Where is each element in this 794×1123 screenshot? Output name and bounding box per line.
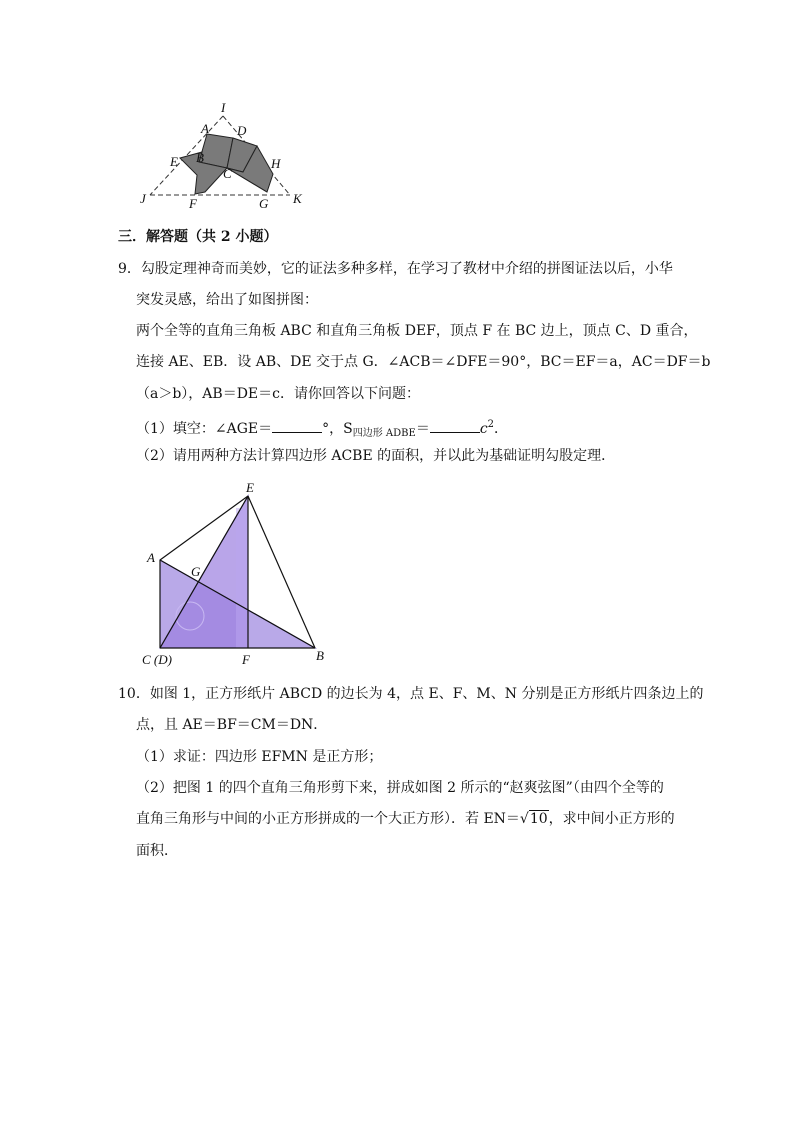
q10-line3: 直角三角形与中间的小正方形拼成的一个大正方形）．若 EN＝√10，求中间小正方形的	[136, 811, 675, 827]
figure-2	[140, 478, 340, 673]
fig1-label-i: I	[221, 100, 226, 115]
fig1-label-j: J	[140, 191, 146, 206]
fig1-label-b: B	[196, 150, 204, 165]
q10-part2: （2）把图 1 的四个直角三角形剪下来，拼成如图 2 所示的“赵爽弦图”（由四个全等的	[136, 780, 664, 796]
fig1-label-a: A	[201, 121, 209, 136]
fig2-label-a: A	[147, 550, 155, 565]
sqrt-symbol: √	[519, 811, 529, 827]
q9-number: 9．	[118, 261, 141, 277]
fig1-label-e: E	[170, 154, 178, 169]
fig1-label-h: H	[271, 156, 281, 171]
answer-blank-angle[interactable]	[272, 418, 322, 433]
fig1-label-f: F	[189, 196, 197, 211]
q9-part1: （1）填空：∠AGE＝ °，$S_{四边形 ADBE}= c^2$．	[136, 419, 509, 439]
q9-line4: 连接 AE、EB．设 AB、DE 交于点 G．∠ACB＝∠DFE＝90°，BC＝EF＝a，AC＝DF＝b	[136, 354, 711, 370]
q10-part1: （1）求证：四边形 EFMN 是正方形；	[136, 749, 383, 765]
q9-part2: （2）请用两种方法计算四边形 ACBE 的面积，并以此为基础证明勾股定理．	[136, 448, 616, 464]
fig2-label-f: F	[242, 652, 250, 667]
fig1-label-c: C	[223, 166, 232, 181]
fig2-label-e: E	[246, 480, 254, 495]
fig1-label-g: G	[259, 196, 269, 211]
answer-blank-area[interactable]	[430, 418, 480, 433]
q9-line2: 突发灵感，给出了如图拼图：	[136, 292, 318, 308]
fig2-label-cd: C (D)	[142, 652, 172, 667]
fig2-inner-band	[236, 508, 248, 648]
fig1-label-k: K	[293, 191, 302, 206]
section-heading: 三．解答题（共 2 小题）	[118, 229, 278, 245]
q10-line2: 点，且 AE＝BF＝CM＝DN．	[136, 717, 328, 733]
q10-number: 10．	[118, 686, 150, 702]
q10-line4: 面积．	[136, 843, 178, 859]
q9-line1: 9．勾股定理神奇而美妙，它的证法多种多样，在学习了教材中介绍的拼图证法以后，小华	[118, 261, 673, 277]
q9-line5: （a＞b），AB＝DE＝c．请你回答以下问题：	[136, 386, 420, 402]
fig2-label-g: G	[191, 564, 201, 579]
q9-line3: 两个全等的直角三角板 ABC 和直角三角板 DEF，顶点 F 在 BC 边上，顶点 C、D 重合，	[136, 323, 698, 339]
fig2-label-b: B	[316, 648, 324, 663]
figure-1	[135, 100, 315, 215]
q10-line1: 10．如图 1，正方形纸片 ABCD 的边长为 4，点 E、F、M、N 分别是正方形纸片四条边上的	[118, 686, 704, 702]
fig1-label-d: D	[237, 123, 247, 138]
